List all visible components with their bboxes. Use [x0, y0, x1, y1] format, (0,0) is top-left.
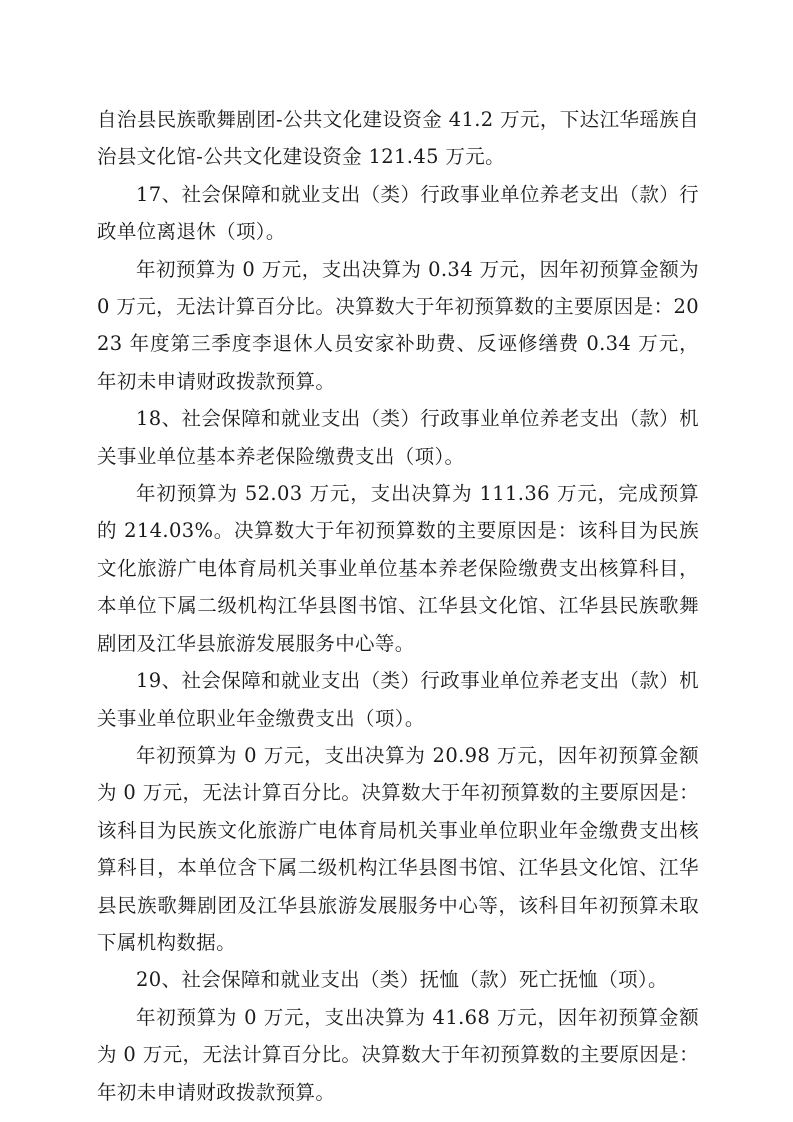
document-body: [97, 101, 699, 1111]
item-20-heading: 20、社会保障和就业支出（类）抚恤（款）死亡抚恤（项）。: [136, 968, 668, 992]
item-17-heading: 17、社会保障和就业支出（类）行政事业单位养老支出（款）行政单位离退休（项）。: [97, 182, 699, 244]
item-17-explanation: 年初预算为 0 万元，支出决算为 0.34 万元，因年初预算金额为 0 万元，无法计算百分比。决算数大于年初预算数的主要原因是：2023 年度第三季度李退休人员安家补助费、反诬修缮费 0.34 万元，年初未申请财政拨款预算。: [97, 257, 699, 393]
item-18-heading: 18、社会保障和就业支出（类）行政事业单位养老支出（款）机关事业单位基本养老保险缴费支出（项）。: [97, 407, 699, 468]
item-18-explanation: 年初预算为 52.03 万元，支出决算为 111.36 万元，完成预算的 214.03%。决算数大于年初预算数的主要原因是：该科目为民族文化旅游广电体育局机关事业单位基本养老保险缴费支出核算科目，本单位下属二级机构江华县图书馆、江华县文化馆、江华县民族歌舞剧团及江华县旅游发展服务中心等。: [97, 482, 699, 655]
item-19-heading: 19、社会保障和就业支出（类）行政事业单位养老支出（款）机关事业单位职业年金缴费支出（项）。: [97, 669, 699, 730]
paragraph-continuation: 自治县民族歌舞剧团-公共文化建设资金 41.2 万元，下达江华瑶族自治县文化馆-公共文化建设资金 121.45 万元。: [97, 108, 699, 169]
item-20-explanation: 年初预算为 0 万元，支出决算为 41.68 万元，因年初预算金额为 0 万元，无法计算百分比。决算数大于年初预算数的主要原因是：年初未申请财政拨款预算。: [97, 1005, 699, 1104]
item-19-explanation: 年初预算为 0 万元，支出决算为 20.98 万元，因年初预算金额为 0 万元，无法计算百分比。决算数大于年初预算数的主要原因是：该科目为民族文化旅游广电体育局机关事业单位职业年金缴费支出核算科目，本单位含下属二级机构江华县图书馆、江华县文化馆、江华县民族歌舞剧团及江华县旅游发展服务中心等，该科目年初预算未取下属机构数据。: [97, 743, 699, 954]
